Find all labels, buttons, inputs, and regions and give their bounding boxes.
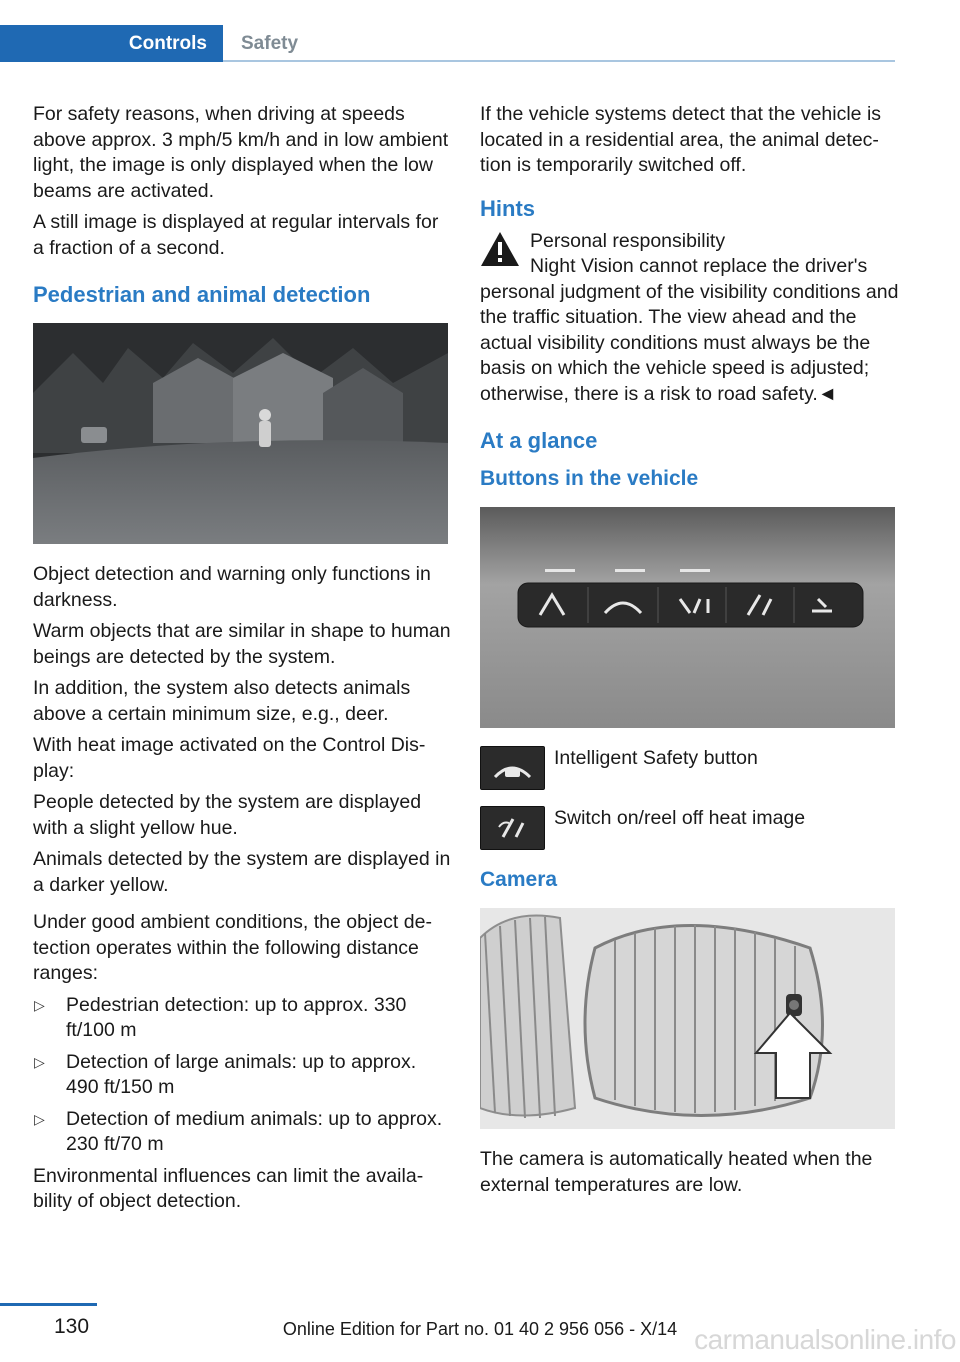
- paragraph: If the vehicle systems detect that the vehicle is located in a residential area, the animal detection is temporarily switched off.: [480, 103, 882, 176]
- paragraph: With heat image activated on the Control Display:: [33, 734, 426, 782]
- intelligent-safety-button-icon: [480, 746, 545, 790]
- section-header: [0, 25, 895, 62]
- page-number: 130: [54, 1315, 90, 1338]
- bullet-triangle-icon: ▷: [34, 996, 45, 1013]
- heat-image-row: [480, 806, 900, 852]
- heat-image-button-icon: [480, 806, 545, 850]
- grille-camera-illustration: [480, 908, 895, 1129]
- heading-buttons-in-vehicle: Buttons in the vehicle: [480, 467, 699, 490]
- edition-line: Online Edition for Part no. 01 40 2 956 056 - X/14: [282, 1319, 678, 1339]
- watermark: carmanualsonline.info: [694, 1324, 956, 1355]
- footer-rule: [0, 1303, 97, 1306]
- night-vision-image: [33, 323, 448, 544]
- tab-safety[interactable]: Safety: [241, 33, 299, 54]
- list-item: ▷ Detection of medium animals: up to approx. 230 ft/70 m: [34, 1107, 443, 1155]
- paragraph: In addition, the system also detects animals above a certain minimum size, e.g., deer.: [33, 677, 411, 725]
- distance-list: [33, 993, 451, 1158]
- paragraph: Environmental influences can limit the availability of object detection.: [33, 1164, 424, 1212]
- hint-title: Personal responsibility: [530, 229, 726, 252]
- heat-image-label: Switch on/reel off heat image: [554, 807, 806, 829]
- night-vision-illustration: [33, 323, 448, 544]
- list-item: ▷ Detection of large animals: up to approx. 490 ft/150 m: [34, 1050, 417, 1098]
- heading-at-a-glance: At a glance: [480, 428, 598, 453]
- hint-body: personal judgment of the visibility conditions and the traffic situation. The view ahead and the actual visibility conditions must always be the basis on which the vehicle speed is adjusted; otherwise, there is a risk to road safety.◄: [480, 280, 899, 405]
- list-item: ▷ Pedestrian detection: up to approx. 330 ft/100 m: [34, 993, 407, 1041]
- heading-pedestrian-animal-detection: Pedestrian and animal detection: [33, 282, 371, 307]
- bullet-triangle-icon: ▷: [34, 1110, 45, 1127]
- paragraph: Warm objects that are similar in shape to human beings are detected by the system.: [33, 620, 451, 668]
- bullet-triangle-icon: ▷: [34, 1053, 45, 1070]
- paragraph: For safety reasons, when driving at speeds above approx. 3 mph/5 km/h and in low ambient light, the image is only displayed when the low beams are activated.: [33, 103, 449, 202]
- paragraph: Object detection and warning only functions in darkness.: [33, 563, 431, 611]
- hint-body-first: Night Vision cannot replace the driver's: [530, 255, 868, 277]
- paragraph: A still image is displayed at regular intervals for a fraction of a second.: [33, 211, 439, 259]
- header-rule: [223, 60, 895, 62]
- warning-triangle-icon: [480, 231, 520, 267]
- camera-location-image: [480, 908, 895, 1129]
- tab-controls[interactable]: Controls: [0, 25, 223, 62]
- paragraph: People detected by the system are displayed with a slight yellow hue.: [33, 791, 422, 839]
- heading-camera: Camera: [480, 868, 558, 891]
- right-column: [480, 102, 900, 1204]
- intelligent-safety-label: Intelligent Safety button: [554, 747, 758, 769]
- paragraph: Under good ambient conditions, the object detection operates within the following distance ranges:: [33, 911, 432, 984]
- warning-hint: [480, 229, 900, 408]
- heading-hints: Hints: [480, 195, 535, 221]
- buttons-panel-image: [480, 507, 895, 728]
- intelligent-safety-row: [480, 746, 900, 792]
- paragraph: Animals detected by the system are displayed in a darker yellow.: [33, 848, 451, 896]
- left-column: [33, 102, 451, 1221]
- paragraph: The camera is automatically heated when the external temperatures are low.: [480, 1148, 873, 1196]
- buttons-panel-illustration: [480, 507, 895, 728]
